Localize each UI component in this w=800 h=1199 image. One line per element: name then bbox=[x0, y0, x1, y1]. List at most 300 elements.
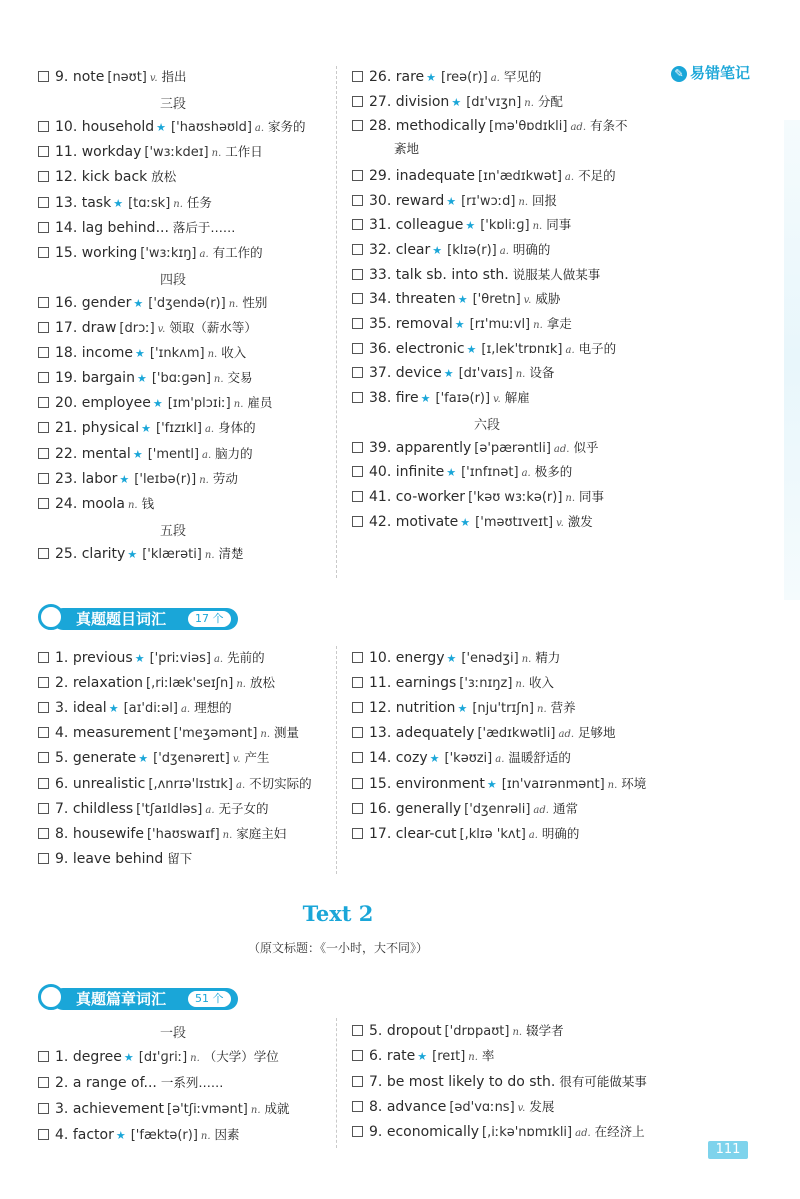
part-of-speech: n. bbox=[468, 1052, 478, 1064]
vocab-row bbox=[38, 545, 328, 565]
chinese-meaning: 精力 bbox=[535, 650, 561, 665]
checkbox[interactable] bbox=[38, 1051, 49, 1062]
magnifier-icon bbox=[38, 984, 64, 1010]
checkbox[interactable] bbox=[352, 1126, 363, 1137]
checkbox[interactable] bbox=[38, 197, 49, 208]
star-icon: ★ bbox=[426, 71, 437, 84]
checkbox[interactable] bbox=[38, 397, 49, 408]
number-dot: . bbox=[386, 316, 396, 332]
decorative-strip bbox=[784, 120, 800, 600]
chinese-meaning: （大学）学位 bbox=[203, 1048, 279, 1064]
vocab-row bbox=[38, 699, 328, 719]
number-dot: . bbox=[386, 192, 396, 209]
checkbox[interactable] bbox=[352, 96, 363, 107]
star-icon: ★ bbox=[115, 1128, 126, 1142]
chinese-meaning: 激发 bbox=[567, 513, 593, 529]
pen-icon: ✎ bbox=[671, 66, 687, 82]
number-dot: . bbox=[72, 144, 82, 161]
phonetic: [dɪ'vaɪs] bbox=[458, 366, 513, 382]
vocab-word: unrealistic bbox=[72, 775, 146, 792]
checkbox[interactable] bbox=[352, 343, 363, 354]
item-number: 41 bbox=[369, 488, 387, 505]
item-number: 3 bbox=[55, 700, 64, 717]
checkbox[interactable] bbox=[38, 778, 49, 789]
item-number: 8 bbox=[55, 825, 64, 842]
item-number: 16 bbox=[55, 294, 73, 311]
checkbox[interactable] bbox=[352, 677, 363, 688]
checkbox[interactable] bbox=[352, 803, 363, 814]
star-icon: ★ bbox=[443, 367, 454, 381]
number-dot: . bbox=[63, 1048, 73, 1065]
vocab-row bbox=[352, 439, 642, 459]
chinese-meaning: 劳动 bbox=[212, 470, 238, 486]
checkbox[interactable] bbox=[352, 367, 363, 378]
vocab-row bbox=[352, 216, 642, 236]
phonetic: ['wɜːkɪŋ] bbox=[140, 245, 197, 261]
star-icon: ★ bbox=[454, 318, 465, 331]
chinese-meaning: 极多的 bbox=[534, 464, 573, 480]
star-icon: ★ bbox=[446, 466, 457, 480]
phonetic: [,iːkə'nɒmɪkli] bbox=[482, 1125, 573, 1141]
vocab-word: energy bbox=[395, 650, 445, 666]
item-number: 17 bbox=[369, 825, 387, 842]
vocab-row bbox=[38, 674, 328, 694]
number-dot: . bbox=[386, 390, 396, 407]
item-number: 11 bbox=[55, 144, 73, 161]
checkbox[interactable] bbox=[38, 322, 49, 333]
checkbox[interactable] bbox=[352, 491, 363, 502]
star-icon: ★ bbox=[156, 121, 167, 135]
vocab-word: bargain bbox=[81, 370, 135, 387]
item-number: 38 bbox=[369, 390, 387, 407]
number-dot: . bbox=[386, 650, 396, 666]
vocab-row bbox=[38, 649, 328, 669]
phonetic: [,riːlæk'seɪʃn] bbox=[146, 676, 234, 692]
number-dot: . bbox=[72, 219, 82, 236]
phonetic: [ɪ,lek'trɒnɪk] bbox=[481, 341, 563, 357]
checkbox[interactable] bbox=[352, 1076, 363, 1087]
vocab-word: clear bbox=[395, 241, 431, 258]
checkbox[interactable] bbox=[38, 548, 49, 559]
phonetic: [əd'vɑːns] bbox=[449, 1099, 515, 1115]
number-dot: . bbox=[72, 470, 82, 487]
item-number: 14 bbox=[369, 750, 387, 767]
vocab-word: achievement bbox=[72, 1100, 164, 1117]
checkbox[interactable] bbox=[352, 442, 363, 453]
chinese-meaning: 营养 bbox=[550, 700, 576, 716]
number-dot: . bbox=[386, 675, 396, 692]
chinese-meaning: 指出 bbox=[161, 69, 187, 84]
chinese-meaning: 率 bbox=[481, 1048, 495, 1064]
checkbox[interactable] bbox=[38, 297, 49, 308]
checkbox[interactable] bbox=[38, 652, 49, 663]
checkbox[interactable] bbox=[38, 803, 49, 814]
checkbox[interactable] bbox=[352, 392, 363, 403]
number-dot: . bbox=[377, 1048, 387, 1065]
chinese-meaning: 电子的 bbox=[578, 340, 617, 356]
chinese-meaning: 环境 bbox=[621, 775, 647, 791]
part-of-speech: n. bbox=[200, 1130, 211, 1142]
vocab-word: income bbox=[81, 345, 134, 362]
section1-left-column bbox=[38, 68, 328, 588]
banner-title: 真题题目词汇 bbox=[76, 610, 167, 628]
checkbox[interactable] bbox=[352, 195, 363, 206]
checkbox[interactable] bbox=[38, 146, 49, 157]
checkbox[interactable] bbox=[38, 121, 49, 132]
vocab-word: degree bbox=[72, 1048, 122, 1065]
vocab-word: childless bbox=[72, 800, 134, 817]
item-number: 42 bbox=[369, 513, 387, 530]
item-number: 39 bbox=[369, 439, 387, 456]
part-of-speech: a. bbox=[528, 829, 538, 841]
checkbox[interactable] bbox=[352, 244, 363, 255]
brand-label bbox=[671, 62, 750, 83]
phonetic: ['kəʊzi] bbox=[444, 751, 493, 767]
number-dot: . bbox=[63, 725, 73, 742]
checkbox[interactable] bbox=[352, 727, 363, 738]
number-dot: . bbox=[386, 118, 396, 135]
chinese-meaning: 脑力的 bbox=[215, 445, 253, 461]
star-icon: ★ bbox=[127, 547, 138, 561]
star-icon: ★ bbox=[446, 652, 457, 665]
vocab-row bbox=[352, 266, 642, 284]
chinese-meaning: 有条不 bbox=[590, 118, 628, 134]
vocab-word: device bbox=[395, 365, 442, 382]
part-of-speech: ad. bbox=[553, 443, 570, 455]
item-number: 32 bbox=[369, 241, 387, 258]
item-number: 3 bbox=[55, 1100, 64, 1117]
vocab-word: electronic bbox=[395, 340, 465, 357]
checkbox[interactable] bbox=[352, 71, 363, 82]
star-icon: ★ bbox=[432, 243, 443, 257]
phonetic: ['wɜːkdeɪ] bbox=[144, 145, 209, 161]
phonetic: ['enədʒi] bbox=[461, 651, 519, 666]
checkbox[interactable] bbox=[38, 347, 49, 358]
checkbox[interactable] bbox=[352, 752, 363, 763]
item-number: 40 bbox=[369, 464, 387, 481]
vocab-word: division bbox=[395, 93, 450, 110]
star-icon: ★ bbox=[132, 447, 143, 461]
item-number: 21 bbox=[55, 420, 73, 437]
phonetic: [ɪm'plɔɪiː] bbox=[167, 396, 231, 412]
number-dot: . bbox=[63, 750, 73, 767]
part-of-speech: ad. bbox=[558, 729, 575, 741]
number-dot: . bbox=[386, 93, 396, 110]
vocab-row bbox=[352, 68, 642, 88]
part-of-speech: n. bbox=[515, 679, 526, 691]
vocab-word: ideal bbox=[72, 700, 107, 717]
star-icon: ★ bbox=[119, 472, 130, 486]
vocab-word: apparently bbox=[395, 439, 472, 456]
chinese-meaning: 很有可能做某事 bbox=[559, 1073, 647, 1089]
checkbox[interactable] bbox=[352, 652, 363, 663]
chinese-meaning: 产生 bbox=[244, 750, 270, 766]
checkbox[interactable] bbox=[352, 318, 363, 329]
phonetic: ['ɪnfɪnət] bbox=[461, 465, 519, 481]
star-icon: ★ bbox=[123, 1050, 134, 1064]
item-number: 9 bbox=[369, 1124, 378, 1141]
star-icon: ★ bbox=[457, 702, 468, 716]
vocab-word: co-worker bbox=[395, 488, 466, 505]
phonetic: [ɪn'ædɪkwət] bbox=[478, 168, 562, 184]
vocab-row bbox=[352, 1047, 642, 1067]
vocab-word: advance bbox=[386, 1098, 447, 1115]
chinese-meaning: 同事 bbox=[579, 488, 605, 504]
checkbox[interactable] bbox=[352, 1050, 363, 1061]
part-of-speech: n. bbox=[518, 196, 529, 208]
vocab-word: task bbox=[81, 194, 112, 211]
chinese-meaning: 放松 bbox=[249, 675, 275, 691]
item-number: 7 bbox=[55, 800, 64, 817]
part-of-speech: a. bbox=[202, 449, 212, 461]
chinese-meaning: 有工作的 bbox=[212, 244, 263, 260]
chinese-meaning-continued: 紊地 bbox=[394, 141, 420, 157]
number-dot: . bbox=[72, 345, 82, 362]
star-icon: ★ bbox=[113, 196, 124, 210]
vocab-row bbox=[352, 724, 642, 744]
vocab-row bbox=[38, 369, 328, 389]
checkbox[interactable] bbox=[352, 219, 363, 230]
vocab-word: household bbox=[81, 119, 155, 136]
chinese-meaning: 设备 bbox=[529, 365, 555, 381]
checkbox[interactable] bbox=[38, 222, 49, 233]
part-of-speech: v. bbox=[556, 517, 564, 529]
item-number: 30 bbox=[369, 192, 387, 209]
vocab-row bbox=[38, 724, 328, 744]
phonetic: ['dʒenrəli] bbox=[464, 801, 531, 817]
checkbox[interactable] bbox=[38, 752, 49, 763]
paragraph-label: 五段 bbox=[159, 523, 186, 539]
checkbox[interactable] bbox=[38, 702, 49, 713]
number-dot: . bbox=[72, 119, 82, 136]
phonetic: [rɪ'muːvl] bbox=[469, 317, 531, 332]
chinese-meaning: 威胁 bbox=[535, 291, 561, 307]
phonetic: [ɪn'vaɪrənmənt] bbox=[501, 776, 605, 792]
part-of-speech: v. bbox=[149, 73, 158, 84]
part-of-speech: a. bbox=[564, 171, 575, 183]
vocab-row bbox=[38, 1126, 328, 1146]
number-dot: . bbox=[386, 365, 396, 382]
part-of-speech: n. bbox=[537, 704, 547, 716]
number-dot: . bbox=[386, 725, 396, 742]
phonetic: ['kəʊ wɜːkə(r)] bbox=[468, 489, 563, 505]
vocab-row bbox=[38, 319, 328, 339]
column-divider bbox=[336, 646, 337, 874]
paragraph-label: 一段 bbox=[159, 1026, 186, 1041]
vocab-word: infinite bbox=[395, 464, 445, 481]
vocab-word: methodically bbox=[395, 118, 487, 135]
checkbox[interactable] bbox=[352, 293, 363, 304]
phonetic: [ə'pærəntli] bbox=[474, 440, 551, 456]
vocab-row bbox=[38, 118, 328, 138]
vocab-word: a range of... bbox=[72, 1074, 157, 1091]
section2-left-column bbox=[38, 649, 328, 879]
chinese-meaning: 因素 bbox=[214, 1126, 240, 1142]
number-dot: . bbox=[63, 1074, 73, 1091]
phonetic: [dɪ'vɪʒn] bbox=[466, 94, 522, 110]
checkbox[interactable] bbox=[352, 778, 363, 789]
chinese-meaning: 通常 bbox=[552, 800, 578, 816]
part-of-speech: n. bbox=[199, 474, 209, 486]
original-title-note: （原文标题：《一小时，大不同》） bbox=[247, 941, 428, 955]
vocab-row bbox=[38, 394, 328, 414]
star-icon: ★ bbox=[460, 515, 471, 529]
phonetic: ['kɒliːɡ] bbox=[480, 218, 530, 234]
chinese-meaning: 不切实际的 bbox=[249, 775, 312, 791]
chinese-meaning: 不足的 bbox=[578, 167, 616, 183]
chinese-meaning: 发展 bbox=[529, 1098, 555, 1114]
number-dot: . bbox=[386, 266, 396, 283]
number-dot: . bbox=[63, 1126, 73, 1143]
phonetic: ['leɪbə(r)] bbox=[134, 471, 197, 487]
vocab-word: clear-cut bbox=[395, 825, 457, 842]
number-dot: . bbox=[72, 395, 82, 412]
number-dot: . bbox=[72, 244, 82, 261]
vocab-word: workday bbox=[81, 144, 142, 161]
vocab-word: kick back bbox=[81, 169, 148, 186]
checkbox[interactable] bbox=[38, 448, 49, 459]
part-of-speech: n. bbox=[213, 374, 224, 386]
item-number: 20 bbox=[55, 395, 73, 412]
checkbox[interactable] bbox=[352, 466, 363, 477]
checkbox[interactable] bbox=[38, 853, 49, 864]
phonetic: ['məʊtɪveɪt] bbox=[475, 514, 554, 530]
vocab-word: removal bbox=[395, 316, 453, 332]
item-number: 9 bbox=[55, 850, 64, 867]
checkbox[interactable] bbox=[38, 71, 49, 82]
chinese-meaning: 无子女的 bbox=[218, 800, 269, 816]
part-of-speech: a. bbox=[213, 654, 224, 665]
part-of-speech: ad. bbox=[533, 804, 549, 816]
part-of-speech: v. bbox=[232, 754, 241, 766]
item-number: 1 bbox=[55, 650, 64, 666]
banner-title: 真题篇章词汇 bbox=[76, 990, 167, 1008]
item-number: 5 bbox=[369, 1023, 378, 1039]
vocab-word: economically bbox=[386, 1124, 480, 1141]
phonetic: ['dʒendə(r)] bbox=[148, 295, 226, 311]
phonetic: [mə'θɒdɪkli] bbox=[489, 119, 568, 135]
checkbox[interactable] bbox=[352, 120, 363, 131]
checkbox[interactable] bbox=[38, 677, 49, 688]
checkbox[interactable] bbox=[38, 1103, 49, 1114]
item-number: 11 bbox=[369, 675, 387, 692]
vocab-row bbox=[38, 775, 328, 795]
section-banner-exam-question-vocab bbox=[38, 604, 244, 632]
part-of-speech: a. bbox=[204, 424, 215, 436]
vocab-row bbox=[38, 244, 328, 264]
phonetic: [reɪt] bbox=[432, 1049, 466, 1065]
vocab-row bbox=[352, 649, 642, 669]
phonetic: [tɑːsk] bbox=[128, 195, 171, 211]
column-divider bbox=[336, 1018, 337, 1148]
part-of-speech: n. bbox=[524, 97, 534, 109]
vocab-row bbox=[352, 315, 642, 335]
checkbox[interactable] bbox=[38, 422, 49, 433]
number-dot: . bbox=[72, 495, 82, 512]
chinese-meaning: 留下 bbox=[167, 850, 193, 866]
phonetic: [nəʊt] bbox=[107, 70, 147, 85]
checkbox[interactable] bbox=[352, 269, 363, 280]
star-icon: ★ bbox=[134, 652, 145, 665]
vocab-word: rate bbox=[386, 1048, 416, 1065]
part-of-speech: a. bbox=[499, 245, 509, 257]
checkbox[interactable] bbox=[38, 828, 49, 839]
phonetic: ['fɪzɪkl] bbox=[156, 421, 202, 437]
phonetic: ['haʊswaɪf] bbox=[146, 826, 220, 842]
checkbox[interactable] bbox=[352, 828, 363, 839]
part-of-speech: a. bbox=[495, 754, 505, 766]
vocab-word: clarity bbox=[81, 545, 126, 562]
checkbox[interactable] bbox=[352, 702, 363, 713]
item-number: 13 bbox=[55, 194, 73, 211]
item-number: 10 bbox=[369, 650, 387, 666]
number-dot: . bbox=[63, 825, 73, 842]
number-dot: . bbox=[386, 700, 396, 717]
checkbox[interactable] bbox=[38, 473, 49, 484]
checkbox[interactable] bbox=[38, 727, 49, 738]
star-icon: ★ bbox=[457, 293, 468, 307]
phonetic: ['θretn] bbox=[472, 292, 521, 308]
phonetic: [aɪ'diːəl] bbox=[123, 701, 178, 717]
phonetic: ['tʃaɪldləs] bbox=[136, 801, 203, 817]
phonetic: ['ɜːnɪŋz] bbox=[459, 676, 513, 692]
number-dot: . bbox=[377, 1023, 387, 1039]
number-dot: . bbox=[386, 488, 396, 505]
checkbox[interactable] bbox=[38, 1129, 49, 1140]
vocab-row bbox=[352, 117, 642, 137]
item-number: 6 bbox=[55, 775, 64, 792]
checkbox[interactable] bbox=[38, 1077, 49, 1088]
vocab-word: labor bbox=[81, 470, 118, 487]
chinese-meaning: 放松 bbox=[151, 169, 177, 185]
chinese-meaning: 罕见的 bbox=[503, 69, 542, 84]
vocab-row bbox=[38, 445, 328, 465]
checkbox[interactable] bbox=[352, 516, 363, 527]
paragraph-label: 六段 bbox=[473, 417, 500, 433]
part-of-speech: ad. bbox=[575, 1128, 591, 1140]
banner-count-badge: 17 个 bbox=[188, 611, 231, 627]
checkbox[interactable] bbox=[352, 170, 363, 181]
checkbox[interactable] bbox=[38, 498, 49, 509]
paragraph-label: 三段 bbox=[159, 97, 186, 113]
magnifier-icon bbox=[38, 604, 64, 630]
phonetic: ['ɪnkʌm] bbox=[149, 346, 205, 362]
star-icon: ★ bbox=[133, 296, 144, 310]
checkbox[interactable] bbox=[352, 1101, 363, 1112]
checkbox[interactable] bbox=[38, 171, 49, 182]
part-of-speech: n. bbox=[607, 779, 618, 791]
number-dot: . bbox=[72, 169, 82, 186]
item-number: 2 bbox=[55, 1074, 64, 1091]
item-number: 27 bbox=[369, 93, 387, 110]
phonetic: ['bɑːɡən] bbox=[151, 371, 211, 387]
number-dot: . bbox=[386, 513, 396, 530]
checkbox[interactable] bbox=[38, 247, 49, 258]
item-number: 7 bbox=[369, 1073, 378, 1090]
checkbox[interactable] bbox=[38, 372, 49, 383]
checkbox[interactable] bbox=[352, 1025, 363, 1036]
item-number: 33 bbox=[369, 266, 387, 283]
chinese-meaning: 温暖舒适的 bbox=[508, 750, 571, 766]
vocab-word: inadequate bbox=[395, 167, 476, 184]
phonetic: ['klærəti] bbox=[142, 546, 202, 562]
number-dot: . bbox=[63, 775, 73, 792]
vocab-row bbox=[38, 419, 328, 439]
chinese-meaning: 同事 bbox=[546, 217, 572, 233]
part-of-speech: n. bbox=[190, 1052, 200, 1064]
vocab-word: colleague bbox=[395, 217, 464, 234]
part-of-speech: n. bbox=[236, 679, 246, 691]
